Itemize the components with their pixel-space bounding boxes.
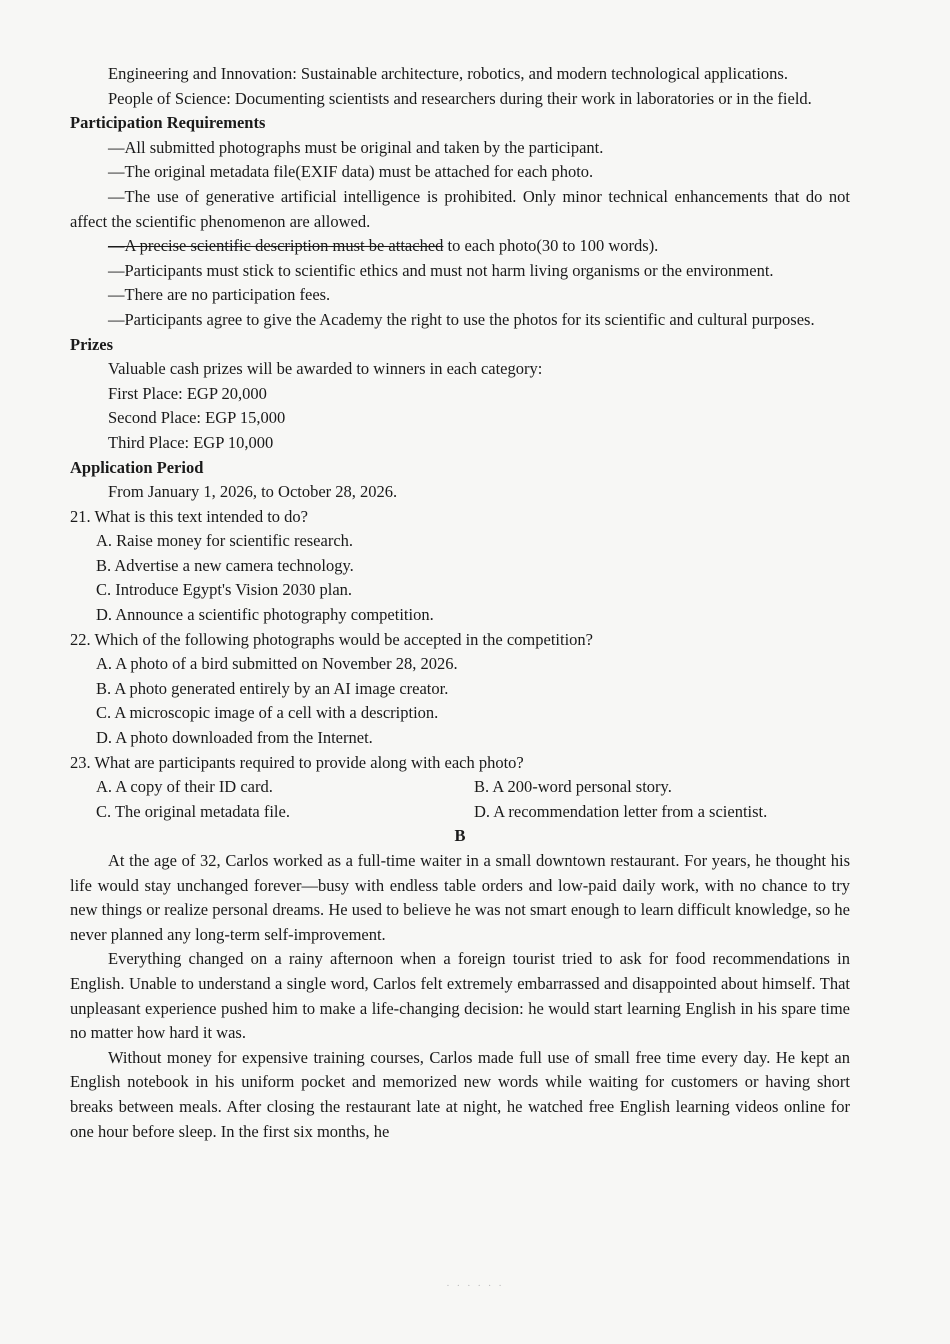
page-footer-smudge: · · · · · ·: [446, 1280, 504, 1292]
struck-text: —A precise scientific description must be attached: [108, 236, 444, 256]
requirement-item: —The original metadata file(EXIF data) must be attached for each photo.: [108, 162, 594, 182]
requirements-heading: Participation Requirements: [70, 113, 266, 133]
option-23-b: B. A 200-word personal story.: [474, 777, 672, 797]
option-22-b: B. A photo generated entirely by an AI image creator.: [96, 678, 449, 698]
option-22-a: A. A photo of a bird submitted on November 28, 2026.: [96, 654, 458, 674]
section-b-label: B: [454, 826, 466, 846]
option-22-c: C. A microscopic image of a cell with a description.: [96, 703, 439, 723]
question-23: 23. What are participants required to provide along with each photo?: [70, 752, 524, 772]
option-21-b: B. Advertise a new camera technology.: [96, 555, 354, 575]
passage-b-paragraph-2: Everything changed on a rainy afternoon when a foreign tourist tried to ask for food recommendations in English. Unable to understand a single word, Carlos felt extremely embarrassed and disappointed about himself. That unpleasant experience pushed him to make a life-changing decision: he would start learning English in his spare time no matter how hard it was.: [70, 949, 850, 1043]
question-22: 22. Which of the following photographs would be accepted in the competition?: [70, 629, 593, 649]
question-21: 21. What is this text intended to do?: [70, 506, 308, 526]
requirement-item: —Participants agree to give the Academy the right to use the photos for its scientific and cultural purposes.: [108, 309, 815, 329]
options-row: [70, 800, 850, 825]
passage-b-paragraph-3: Without money for expensive training courses, Carlos made full use of small free time every day. He kept an English notebook in his uniform pocket and memorized new words while waiting for customers or having short breaks between meals. After closing the restaurant late at night, he watched free English learning videos online for one hour before sleep. In the first six months, he: [70, 1047, 850, 1141]
passage-b-paragraph-1: At the age of 32, Carlos worked as a full-time waiter in a small downtown restaurant. For years, he thought his life would stay unchanged forever—busy with endless table orders and low-paid daily work, with no chance to try new things or realize personal dreams. He used to believe he was not smart enough to learn difficult knowledge, so he never planned any long-term self-improvement.: [70, 851, 850, 944]
requirement-item: [70, 234, 850, 259]
option-23-a: A. A copy of their ID card.: [96, 777, 273, 797]
option-21-c: C. Introduce Egypt's Vision 2030 plan.: [96, 580, 353, 600]
category-people-of-science: People of Science: Documenting scientists and researchers during their work in laboratories or in the field.: [108, 88, 812, 108]
requirement-item: —The use of generative artificial intelligence is prohibited. Only minor technical enhancements that do not affect the scientific phenomenon are allowed.: [70, 186, 850, 231]
options-row: [70, 775, 850, 800]
option-21-d: D. Announce a scientific photography competition.: [96, 605, 434, 625]
page-content: [70, 62, 850, 1144]
prize-third: Third Place: EGP 10,000: [108, 432, 274, 452]
prize-first: First Place: EGP 20,000: [108, 383, 267, 403]
prize-second: Second Place: EGP 15,000: [108, 408, 286, 428]
prizes-heading: Prizes: [70, 334, 114, 354]
option-22-d: D. A photo downloaded from the Internet.: [96, 728, 373, 748]
option-21-a: A. Raise money for scientific research.: [96, 531, 354, 551]
prizes-intro: Valuable cash prizes will be awarded to winners in each category:: [108, 359, 543, 379]
application-period-text: From January 1, 2026, to October 28, 2026.: [108, 482, 398, 502]
option-23-c: C. The original metadata file.: [96, 801, 290, 821]
requirement-item: —All submitted photographs must be original and taken by the participant.: [108, 137, 604, 157]
option-23-d: D. A recommendation letter from a scientist.: [474, 801, 768, 821]
requirement-item: —There are no participation fees.: [108, 285, 331, 305]
requirement-item: —Participants must stick to scientific ethics and must not harm living organisms or the environment.: [108, 260, 774, 280]
category-engineering: Engineering and Innovation: Sustainable architecture, robotics, and modern technological applications.: [108, 64, 788, 83]
application-period-heading: Application Period: [70, 457, 204, 477]
requirement-text: to each photo(30 to 100 words).: [443, 236, 659, 256]
